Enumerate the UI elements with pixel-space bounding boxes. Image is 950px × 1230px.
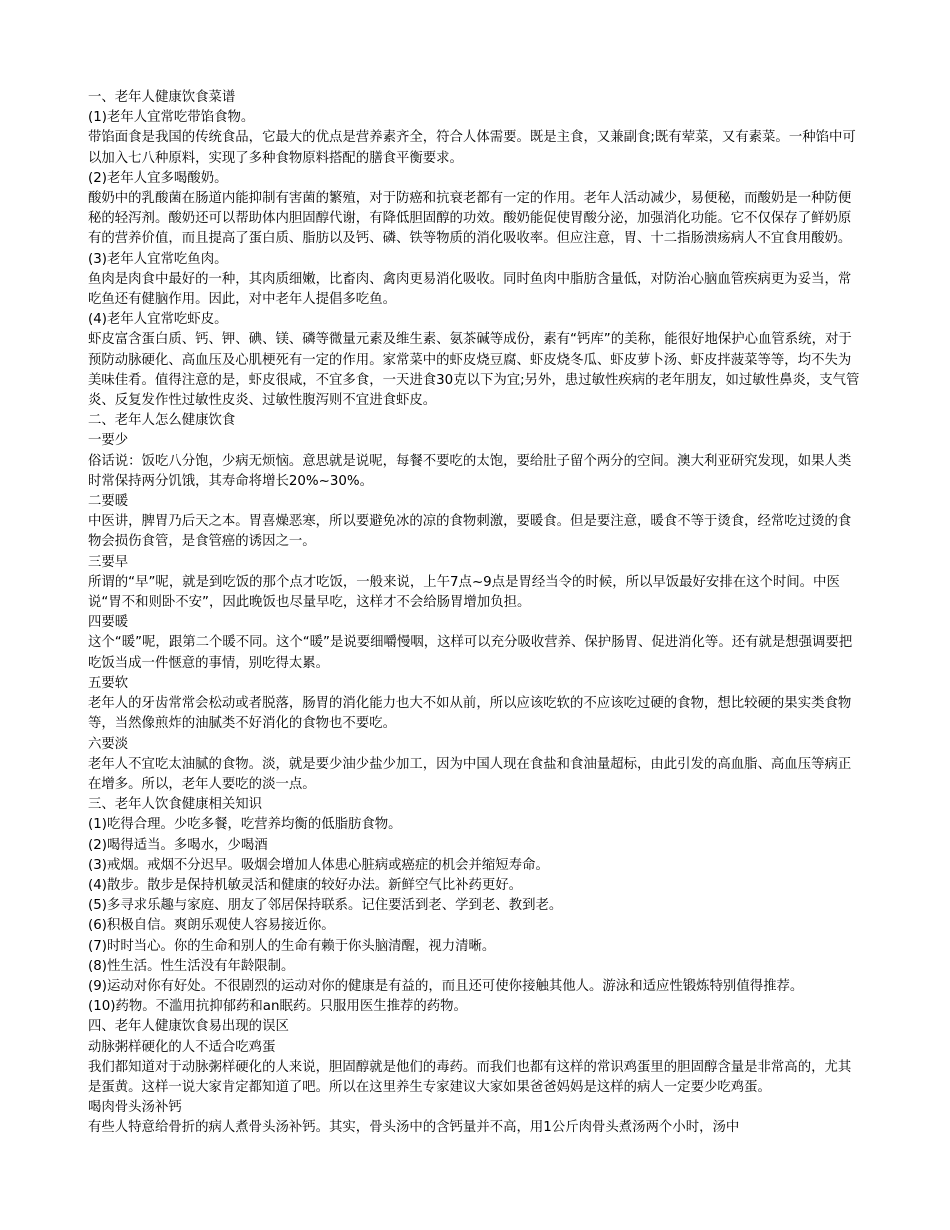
- list-item: (2)喝得适当。多喝水，少喝酒: [88, 837, 268, 853]
- list-item: (3)戒烟。戒烟不分迟早。吸烟会增加人体患心脏病或癌症的机会并缩短寿命。: [88, 857, 549, 873]
- document-page: [88, 88, 863, 1139]
- paragraph: 老年人的牙齿常常会松动或者脱落，肠胃的消化能力也大不如从前，所以应该吃软的不应该吃过硬的食物，想比较硬的果实类食物等，当然像煎炸的油腻类不好消化的食物也不要吃。: [88, 696, 852, 732]
- subheading-2-2: 二要暖: [88, 494, 129, 510]
- list-item: (10)药物。不滥用抗抑郁药和an眠药。只服用医生推荐的药物。: [88, 999, 467, 1015]
- subheading-2-4: 四要暖: [88, 615, 129, 631]
- subheading-1-3: (3)老年人宜常吃鱼肉。: [88, 251, 228, 267]
- list-item: (5)多寻求乐趣与家庭、朋友了邻居保持联系。记住要活到老、学到老、教到老。: [88, 898, 563, 914]
- subheading-2-6: 六要淡: [88, 736, 129, 752]
- subheading-1-2: (2)老年人宜多喝酸奶。: [88, 170, 228, 186]
- list-item: (6)积极自信。爽朗乐观使人容易接近你。: [88, 918, 335, 934]
- paragraph: 有些人特意给骨折的病人煮骨头汤补钙。其实，骨头汤中的含钙量并不高，用1公斤肉骨头煮汤两个小时，汤中: [88, 1120, 740, 1136]
- subheading-1-1: (1)老年人宜常吃带馅食物。: [88, 110, 255, 126]
- subheading-2-5: 五要软: [88, 675, 129, 691]
- paragraph: 虾皮富含蛋白质、钙、钾、碘、镁、磷等微量元素及维生素、氨茶碱等成份，素有“钙库”的美称，能很好地保护心血管系统，对于预防动脉硬化、高血压及心肌梗死有一定的作用。家常菜中的虾皮烧豆腐、虾皮烧冬瓜、虾皮萝卜汤、虾皮拌菠菜等等，均不失为美味佳肴。值得注意的是，虾皮很咸，不宜多食，一天进食30克以下为宜;另外，患过敏性疾病的老年朋友，如过敏性鼻炎，支气管炎、反复发作性过敏性皮炎、过敏性腹泻则不宜进食虾皮。: [88, 332, 860, 409]
- subheading-2-3: 三要早: [88, 554, 129, 570]
- subheading-4-2: 喝肉骨头汤补钙: [88, 1100, 182, 1116]
- paragraph: 鱼肉是肉食中最好的一种，其肉质细嫩，比畜肉、禽肉更易消化吸收。同时鱼肉中脂肪含量低，对防治心脑血管疾病更为妥当，常吃鱼还有健脑作用。因此，对中老年人提倡多吃鱼。: [88, 271, 852, 308]
- paragraph: 老年人不宜吃太油腻的食物。淡，就是要少油少盐少加工，因为中国人现在食盐和食油量超标，由此引发的高血脂、高血压等病正在增多。所以，老年人要吃的淡一点。: [88, 756, 852, 792]
- paragraph: 我们都知道对于动脉粥样硬化的人来说，胆固醇就是他们的毒药。而我们也都有这样的常识鸡蛋里的胆固醇含量是非常高的，尤其是蛋黄。这样一说大家肯定都知道了吧。所以在这里养生专家建议大家如果爸爸妈妈是这样的病人一定要少吃鸡蛋。: [88, 1059, 852, 1095]
- list-item: (1)吃得合理。少吃多餐，吃营养均衡的低脂肪食物。: [88, 817, 402, 833]
- paragraph: 这个“暖”呢，跟第二个暖不同。这个“暖”是说要细嚼慢咽，这样可以充分吸收营养、保护肠胃、促进消化等。还有就是想强调要把吃饭当成一件惬意的事情，别吃得太累。: [88, 635, 853, 671]
- paragraph: 中医讲，脾胃乃后天之本。胃喜燥恶寒，所以要避免冰的凉的食物刺激，要暖食。但是要注意，暖食不等于烫食，经常吃过烫的食物会损伤食管，是食管癌的诱因之一。: [88, 514, 852, 550]
- section-heading-2: 二、老年人怎么健康饮食: [88, 413, 236, 429]
- subheading-1-4: (4)老年人宜常吃虾皮。: [88, 312, 228, 328]
- list-item: (7)时时当心。你的生命和别人的生命有赖于你头脑清醒，视力清晰。: [88, 938, 496, 954]
- section-heading-1: 一、老年人健康饮食菜谱: [88, 90, 236, 105]
- paragraph: 带馅面食是我国的传统食品，它最大的优点是营养素齐全，符合人体需要。既是主食，又兼副食;既有荤菜，又有素菜。一种馅中可以加入七八种原料，实现了多种食物原料搭配的膳食平衡要求。: [88, 130, 856, 166]
- paragraph: 酸奶中的乳酸菌在肠道内能抑制有害菌的繁殖，对于防癌和抗衰老都有一定的作用。老年人活动减少，易便秘，而酸奶是一种防便秘的轻泻剂。酸奶还可以帮助体内胆固醇代谢，有降低胆固醇的功效。酸奶能促使胃酸分泌，加强消化功能。它不仅保存了鲜奶原有的营养价值，而且提高了蛋白质、脂肪以及钙、磷、铁等物质的消化吸收率。但应注意，胃、十二指肠溃疡病人不宜食用酸奶。: [88, 191, 852, 247]
- section-heading-3: 三、老年人饮食健康相关知识: [88, 797, 263, 813]
- subheading-2-1: 一要少: [88, 433, 129, 449]
- list-item: (4)散步。散步是保持机敏灵活和健康的较好办法。新鲜空气比补药更好。: [88, 877, 523, 893]
- list-item: (8)性生活。性生活没有年龄限制。: [88, 958, 295, 974]
- paragraph: 俗话说：饭吃八分饱，少病无烦恼。意思就是说呢，每餐不要吃的太饱，要给肚子留个两分的空间。澳大利亚研究发现，如果人类时常保持两分饥饿，其寿命将增长20%~30%。: [88, 453, 852, 489]
- subheading-4-1: 动脉粥样硬化的人不适合吃鸡蛋: [88, 1039, 276, 1055]
- section-heading-4: 四、老年人健康饮食易出现的误区: [88, 1019, 289, 1035]
- paragraph: 所谓的“早”呢，就是到吃饭的那个点才吃饭，一般来说，上午7点~9点是胃经当令的时候，所以早饭最好安排在这个时间。中医说“胃不和则卧不安”，因此晚饭也尽量早吃，这样才不会给肠胃增加负担。: [88, 574, 840, 611]
- list-item: (9)运动对你有好处。不很剧烈的运动对你的健康是有益的，而且还可使你接触其他人。游泳和适应性锻炼特别值得推荐。: [88, 978, 804, 994]
